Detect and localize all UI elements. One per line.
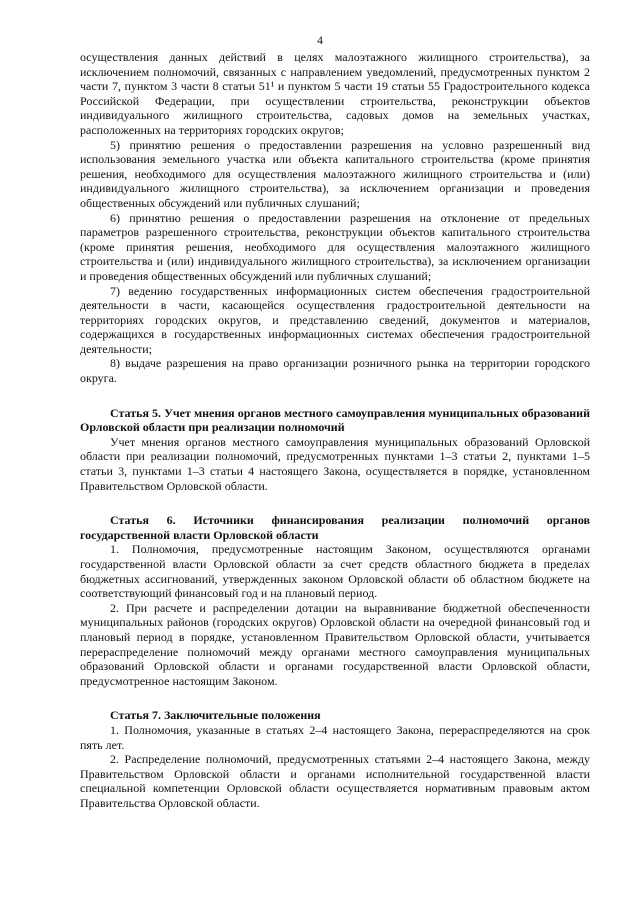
article-6-heading: Статья 6. Источники финансирования реализации полномочий органов государственной власти Орловской области [80,513,590,542]
article-7-heading: Статья 7. Заключительные положения [110,708,321,723]
article-5-text: Учет мнения органов местного самоуправления муниципальных образований Орловской области при реализации полномочий, предусмотренных пунктами 1–3 статьи 2, пунктами 1–5 статьи 3, пунктами 1–3 статьи 4 настоящего Закона, осуществляется в порядке, установленном Правительством Орловской области. [80,434,590,493]
page-number: 4 [317,33,323,47]
paragraph-intro: осуществления данных действий в целях малоэтажного жилищного строительства), за исключением полномочий, связанных с направлением уведомлений, предусмотренных пунктом 2 части 7, пунктом 3 части 8 статьи 51¹ и пунктом 5 части 19 статьи 55 Градостроительного кодекса Российской Федерации, при осуществлении строительства, реконструкции объектов индивидуального жилищного строительства, садовых домов на земельных участках, расположенных на территориях городских округов; [80,50,590,137]
list-item-7: 7) ведению государственных информационных систем обеспечения градостроительной деятельности в части, касающейся осуществления градостроительной деятельности на территориях городских округов, и представлению сведений, документов и материалов, содержащихся в государственных информационных системах обеспечения градостроительной деятельности; [80,283,590,356]
list-item-5: 5) принятию решения о предоставлении разрешения на условно разрешенный вид использования земельного участка или объекта капитального строительства (кроме принятия решения, необходимого для осуществления малоэтажного жилищного строительства и (или) индивидуального жилищного строительства), за исключением организации и проведения общественных обсуждений или публичных слушаний; [80,137,590,210]
article-6-part-2: 2. При расчете и распределении дотации на выравнивание бюджетной обеспеченности муниципальных районов (городских округов) Орловской области на очередной финансовый год и плановый период в порядке, установленном Правительством Орловской области, учитывается перераспределение полномочий между органами местного самоуправления муниципальных образований Орловской области и органами государственной власти Орловской области, предусмотренное настоящим Законом. [80,600,590,688]
list-item-8: 8) выдаче разрешения на право организации розничного рынка на территории городского округа. [80,356,590,386]
document-body [80,50,590,811]
article-7-part-1: 1. Полномочия, указанные в статьях 2–4 настоящего Закона, перераспределяются на срок пять лет. [80,722,590,752]
list-item-6: 6) принятию решения о предоставлении разрешения на отклонение от предельных параметров разрешенного строительства, реконструкции объектов капитального строительства (кроме принятия решения, необходимого для осуществления малоэтажного жилищного строительства и (или) индивидуального жилищного строительства), за исключением организации и проведения общественных обсуждений или публичных слушаний; [80,210,590,283]
article-5-heading: Статья 5. Учет мнения органов местного самоуправления муниципальных образований Орловской области при реализации полномочий [80,405,590,435]
article-7-part-2: 2. Распределение полномочий, предусмотренных статьями 2–4 настоящего Закона, между Правительством Орловской области и органами исполнительной государственной власти специальной компетенции Орловской области осуществляется нормативным правовым актом Правительства Орловской области. [80,752,590,810]
article-6-part-1: 1. Полномочия, предусмотренные настоящим Законом, осуществляются органами государственной власти Орловской области за счет средств областного бюджета в пределах бюджетных ассигнований, утвержденных законом Орловской области об областном бюджете на соответствующий финансовый год и на плановый период. [80,542,590,601]
